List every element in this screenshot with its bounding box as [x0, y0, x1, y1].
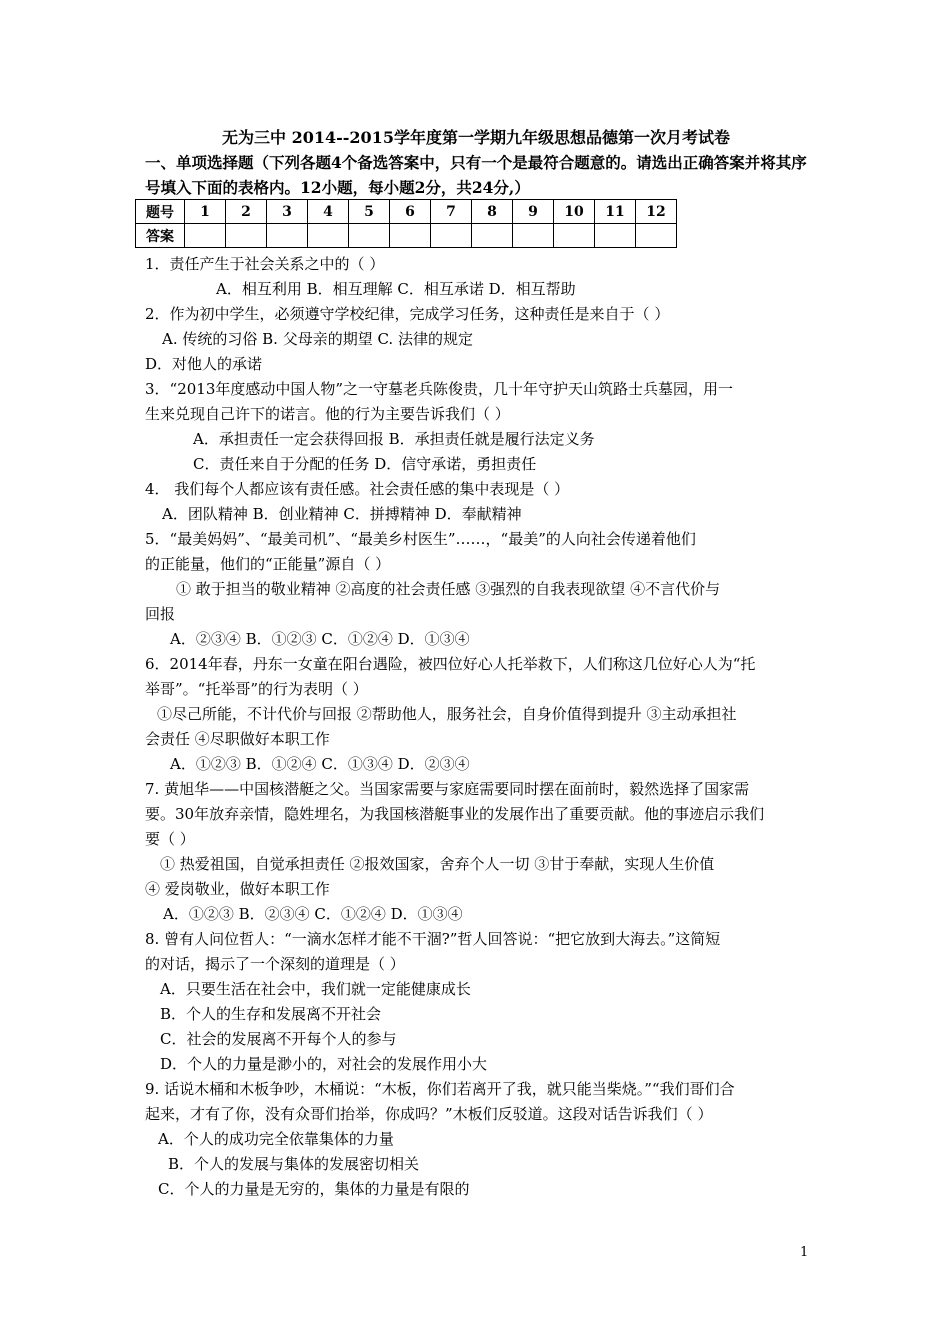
- question-number-cell: 11: [595, 200, 636, 224]
- question-number-cell: 6: [390, 200, 431, 224]
- answer-cell[interactable]: [595, 224, 636, 248]
- answer-options: C．责任来自于分配的任务 D．信守承诺，勇担责任: [193, 455, 537, 473]
- answer-cell[interactable]: [349, 224, 390, 248]
- answer-option: B．个人的生存和发展离不开社会: [160, 1005, 382, 1023]
- answer-options: D．对他人的承诺: [145, 355, 263, 373]
- statement-options: ④ 爱岗敬业，做好本职工作: [145, 880, 330, 898]
- answer-cell[interactable]: [472, 224, 513, 248]
- statement-options: 会责任 ④尽职做好本职工作: [145, 730, 330, 748]
- question-number-cell: 1: [185, 200, 226, 224]
- question-stem: 要。30年放弃亲情，隐姓埋名，为我国核潜艇事业的发展作出了重要贡献。他的事迹启示我们: [145, 805, 765, 823]
- answer-cell[interactable]: [431, 224, 472, 248]
- question-stem: 的对话，揭示了一个深刻的道理是（ ）: [145, 955, 405, 973]
- answer-cell[interactable]: [267, 224, 308, 248]
- answer-options: A．相互利用 B．相互理解 C．相互承诺 D．相互帮助: [216, 280, 576, 298]
- question-number-cell: 7: [431, 200, 472, 224]
- question-stem: 8. 曾有人问位哲人：“一滴水怎样才能不干涸?”哲人回答说：“把它放到大海去。”这简短: [145, 930, 721, 948]
- statement-options: ①尽己所能，不计代价与回报 ②帮助他人，服务社会，自身价值得到提升 ③主动承担社: [157, 705, 737, 723]
- row-label-answer: 答案: [136, 224, 185, 248]
- answer-cell[interactable]: [513, 224, 554, 248]
- answer-options: A．①②③ B．①②④ C．①③④ D．②③④: [170, 755, 470, 773]
- page-number: 1: [800, 1245, 809, 1260]
- answer-cell[interactable]: [226, 224, 267, 248]
- question-number-cell: 8: [472, 200, 513, 224]
- question-stem: 的正能量，他们的“正能量”源自（ ）: [145, 555, 391, 573]
- section-heading: 一、单项选择题（下列各题4个备选答案中，只有一个是最符合题意的。请选出正确答案并将其序号填入下面的表格内。12小题，每小题2分，共24分,）: [145, 153, 807, 197]
- question-stem: 3．“2013年度感动中国人物”之一守墓老兵陈俊贵，几十年守护天山筑路士兵墓园，用一: [145, 380, 734, 398]
- question-stem: 举哥”。“托举哥”的行为表明（ ）: [145, 680, 368, 698]
- answer-option: A．个人的成功完全依靠集体的力量: [158, 1130, 394, 1148]
- answer-cell[interactable]: [390, 224, 431, 248]
- answer-option: B．个人的发展与集体的发展密切相关: [168, 1155, 420, 1173]
- answer-cell[interactable]: [636, 224, 677, 248]
- exam-title: 无为三中 2014--2015学年度第一学期九年级思想品德第一次月考试卷: [222, 128, 730, 147]
- question-stem: 1．责任产生于社会关系之中的（ ）: [145, 255, 385, 273]
- question-stem: 6．2014年春，丹东一女童在阳台遇险，被四位好心人托举救下，人们称这几位好心人为“托: [145, 655, 756, 673]
- question-number-cell: 12: [636, 200, 677, 224]
- question-number-cell: 2: [226, 200, 267, 224]
- question-number-cell: 10: [554, 200, 595, 224]
- question-stem: 9. 话说木桶和木板争吵，木桶说：“木板，你们若离开了我，就只能当柴烧。”“我们哥们合: [145, 1080, 735, 1098]
- answer-options: A．②③④ B．①②③ C．①②④ D．①③④: [170, 630, 470, 648]
- answer-options: A．承担责任一定会获得回报 B．承担责任就是履行法定义务: [193, 430, 595, 448]
- answer-option: D．个人的力量是渺小的，对社会的发展作用小大: [160, 1055, 488, 1073]
- row-label-question-number: 题号: [136, 200, 185, 224]
- answer-option: C．社会的发展离不开每个人的参与: [160, 1030, 397, 1048]
- question-stem: 4． 我们每个人都应该有责任感。社会责任感的集中表现是（ ）: [145, 480, 570, 498]
- answer-options: A．团队精神 B．创业精神 C．拼搏精神 D．奉献精神: [162, 505, 522, 523]
- answer-cell[interactable]: [308, 224, 349, 248]
- question-number-cell: 4: [308, 200, 349, 224]
- answer-options: A. 传统的习俗 B. 父母亲的期望 C. 法律的规定: [162, 330, 473, 348]
- answer-table: [135, 199, 677, 248]
- answer-options: A．①②③ B．②③④ C．①②④ D．①③④: [163, 905, 463, 923]
- question-stem: 要（ ）: [145, 830, 195, 848]
- question-number-cell: 9: [513, 200, 554, 224]
- answer-option: C．个人的力量是无穷的，集体的力量是有限的: [158, 1180, 470, 1198]
- question-number-cell: 5: [349, 200, 390, 224]
- answer-option: A．只要生活在社会中，我们就一定能健康成长: [160, 980, 471, 998]
- question-stem: 起来，才有了你，没有众哥们抬举，你成吗？”木板们反驳道。这段对话告诉我们（ ）: [145, 1105, 713, 1123]
- statement-options: ① 敢于担当的敬业精神 ②高度的社会责任感 ③强烈的自我表现欲望 ④不言代价与: [176, 580, 721, 598]
- question-stem: 5．“最美妈妈”、“最美司机”、“最美乡村医生”……，“最美”的人向社会传递着他们: [145, 530, 696, 548]
- question-number-cell: 3: [267, 200, 308, 224]
- answer-cell[interactable]: [554, 224, 595, 248]
- question-stem: 2．作为初中学生，必须遵守学校纪律，完成学习任务，这种责任是来自于（ ）: [145, 305, 670, 323]
- question-stem: 7. 黄旭华——中国核潜艇之父。当国家需要与家庭需要同时摆在面前时，毅然选择了国家需: [145, 780, 750, 798]
- answer-table-number-row: [136, 200, 677, 224]
- answer-table-answer-row: [136, 224, 677, 248]
- statement-options: 回报: [145, 605, 176, 623]
- question-stem: 生来兑现自己许下的诺言。他的行为主要告诉我们（ ）: [145, 405, 510, 423]
- statement-options: ① 热爱祖国，自觉承担责任 ②报效国家，舍弃个人一切 ③甘于奉献，实现人生价值: [160, 855, 715, 873]
- answer-cell[interactable]: [185, 224, 226, 248]
